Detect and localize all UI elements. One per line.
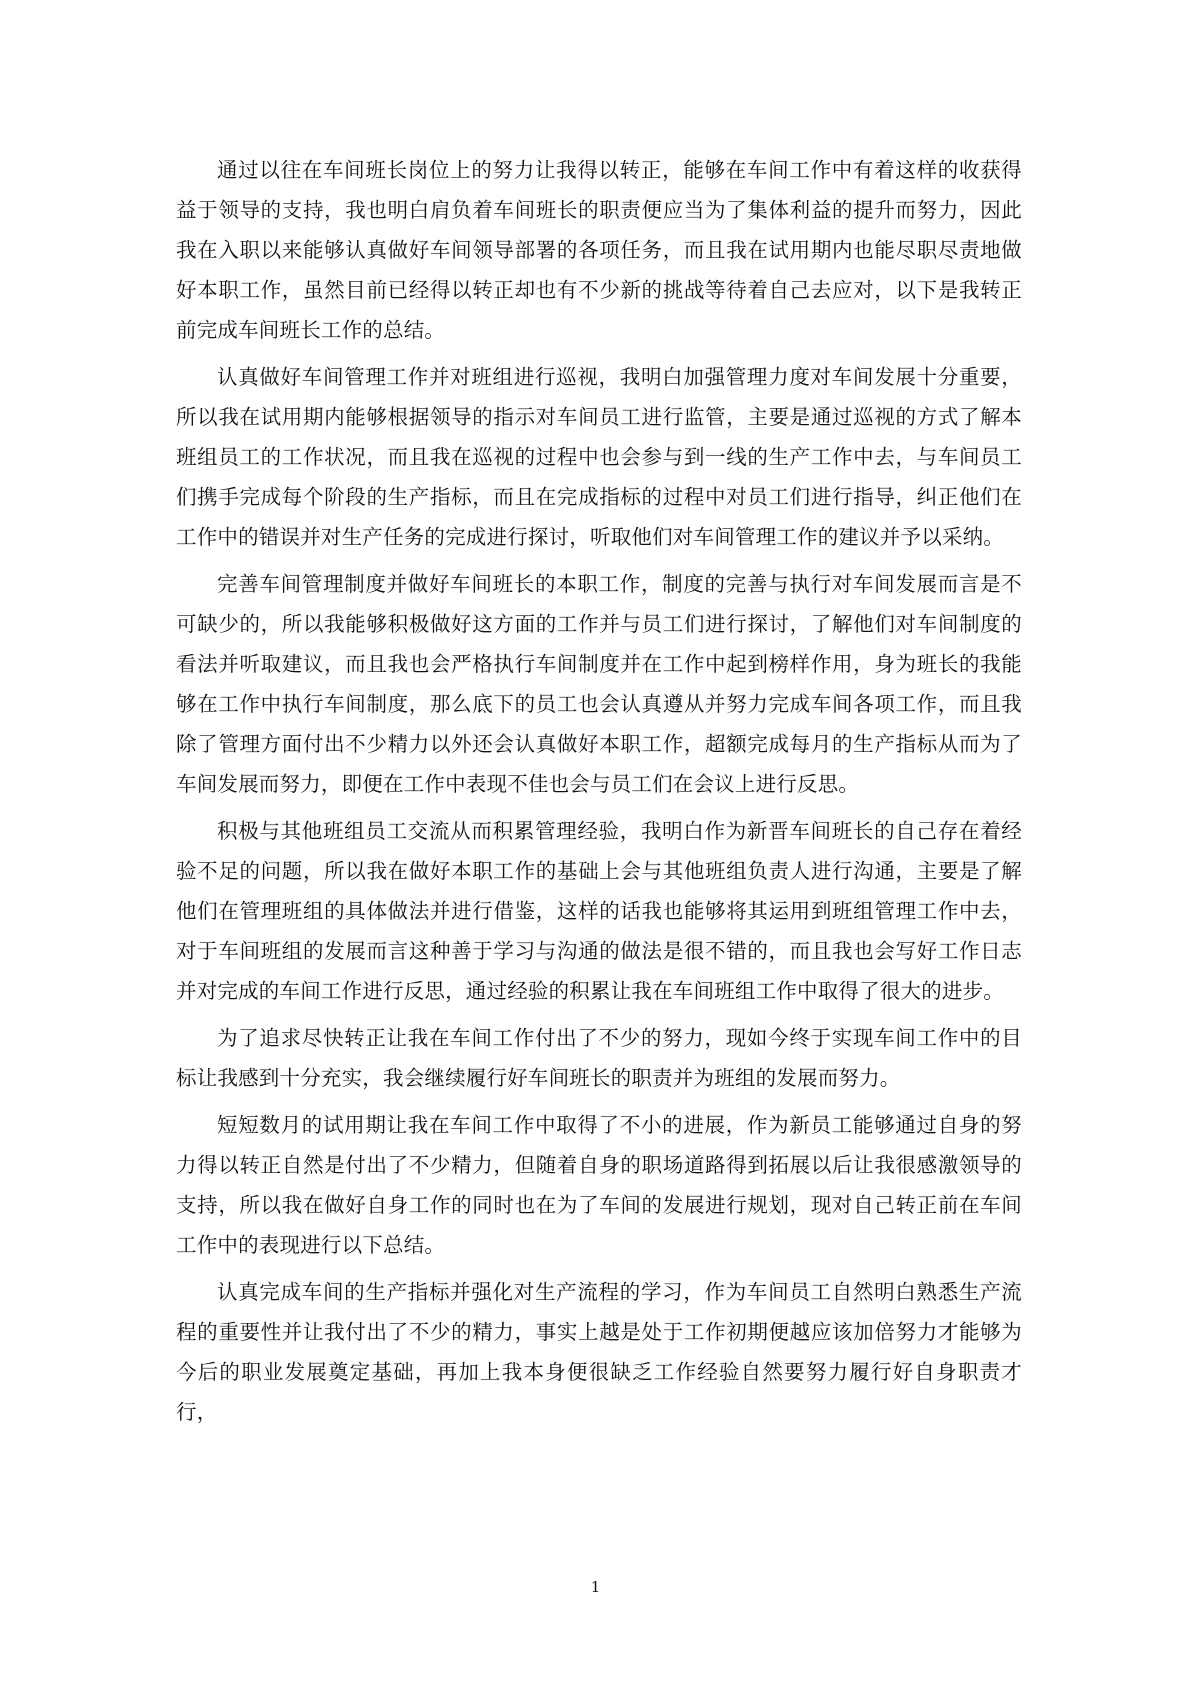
paragraph: 积极与其他班组员工交流从而积累管理经验，我明白作为新晋车间班长的自己存在着经验不足的问题，所以我在做好本职工作的基础上会与其他班组负责人进行沟通，主要是了解他们在管理班组的具体做法并进行借鉴，这样的话我也能够将其运用到班组管理工作中去，对于车间班组的发展而言这种善于学习与沟通的做法是很不错的，而且我也会写好工作日志并对完成的车间工作进行反思，通过经验的积累让我在车间班组工作中取得了很大的进步。 (176, 819, 1022, 1003)
paragraph: 完善车间管理制度并做好车间班长的本职工作，制度的完善与执行对车间发展而言是不可缺少的，所以我能够积极做好这方面的工作并与员工们进行探讨，了解他们对车间制度的看法并听取建议，而且我也会严格执行车间制度并在工作中起到榜样作用，身为班长的我能够在工作中执行车间制度，那么底下的员工也会认真遵从并努力完成车间各项工作，而且我除了管理方面付出不少精力以外还会认真做好本职工作，超额完成每月的生产指标从而为了车间发展而努力，即便在工作中表现不佳也会与员工们在会议上进行反思。 (176, 572, 1022, 796)
paragraph: 通过以往在车间班长岗位上的努力让我得以转正，能够在车间工作中有着这样的收获得益于领导的支持，我也明白肩负着车间班长的职责便应当为了集体利益的提升而努力，因此我在入职以来能够认真做好车间领导部署的各项任务，而且我在试用期内也能尽职尽责地做好本职工作，虽然目前已经得以转正却也有不少新的挑战等待着自己去应对，以下是我转正前完成车间班长工作的总结。 (176, 158, 1022, 342)
paragraph: 认真做好车间管理工作并对班组进行巡视，我明白加强管理力度对车间发展十分重要，所以我在试用期内能够根据领导的指示对车间员工进行监管，主要是通过巡视的方式了解本班组员工的工作状况，而且我在巡视的过程中也会参与到一线的生产工作中去，与车间员工们携手完成每个阶段的生产指标，而且在完成指标的过程中对员工们进行指导，纠正他们在工作中的错误并对生产任务的完成进行探讨，听取他们对车间管理工作的建议并予以采纳。 (176, 365, 1022, 549)
page-number: 1 (590, 1578, 601, 1596)
paragraph: 短短数月的试用期让我在车间工作中取得了不小的进展，作为新员工能够通过自身的努力得以转正自然是付出了不少精力，但随着自身的职场道路得到拓展以后让我很感激领导的支持，所以我在做好自身工作的同时也在为了车间的发展进行规划，现对自己转正前在车间工作中的表现进行以下总结。 (176, 1113, 1022, 1257)
document-body (176, 150, 1022, 1439)
paragraph: 认真完成车间的生产指标并强化对生产流程的学习，作为车间员工自然明白熟悉生产流程的重要性并让我付出了不少的精力，事实上越是处于工作初期便越应该加倍努力才能够为今后的职业发展奠定基础，再加上我本身便很缺乏工作经验自然要努力履行好自身职责才行， (176, 1280, 1022, 1424)
paragraph: 为了追求尽快转正让我在车间工作付出了不少的努力，现如今终于实现车间工作中的目标让我感到十分充实，我会继续履行好车间班长的职责并为班组的发展而努力。 (176, 1026, 1022, 1090)
